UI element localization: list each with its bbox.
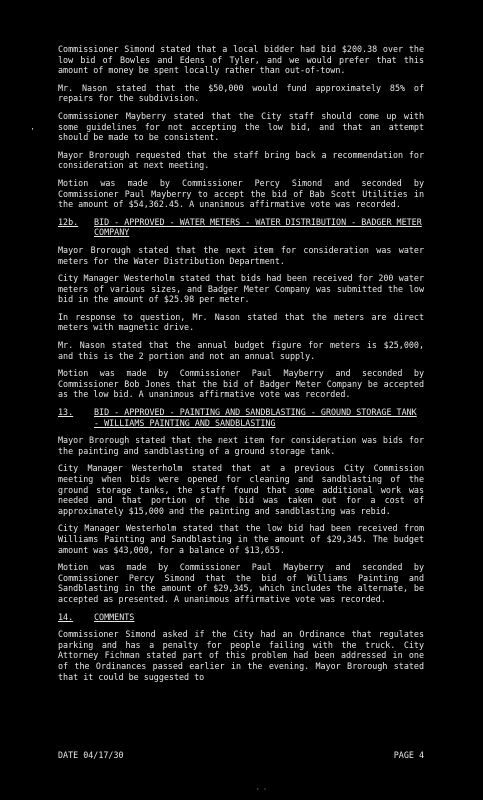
paragraph: City Manager Westerholm stated that bids had been received for 200 water meters of various sizes, and Badger Meter Company was submitted the low bid in the amount of $25.98 per meter. <box>58 273 424 305</box>
paragraph: Commissioner Simond asked if the City had an Ordinance that regulates parking and has a penalty for people failing with the truck. City Attorney Fichman stated part of this problem had been addressed in one of the Ordinances passed earlier in the evening. Mayor Brorough stated that it could be suggested to <box>58 629 424 682</box>
section-number: 14. <box>58 611 74 622</box>
section-number: 12b. <box>58 216 79 227</box>
paragraph: Mayor Brorough stated that the next item for consideration was bids for the painting and sandblasting of a ground storage tank. <box>58 435 424 456</box>
paragraph: Mayor Brorough requested that the staff bring back a recommendation for consideration at next meeting. <box>58 149 424 171</box>
paragraph: Commissioner Mayberry stated that the City staff should come up with some guidelines for not accepting the low bid, and that an attempt should be made to be consistent. <box>58 110 424 143</box>
paragraph: In response to question, Mr. Nason stated that the meters are direct meters with magnetic drive. <box>58 311 424 333</box>
section-title: BID - APPROVED - PAINTING AND SANDBLASTING - GROUND STORAGE TANK - WILLIAMS PAINTING AND SANDBLASTING <box>94 407 417 428</box>
paragraph: City Manager Westerholm stated that the low bid had been received from Williams Painting and Sandblasting in the amount of $29,345. The budget amount was $43,000, for a balance of $13,655. <box>58 523 424 555</box>
page-footer <box>58 750 424 761</box>
paragraph: City Manager Westerholm stated that at a previous City Commission meeting when bids were opened for cleaning and sandblasting of the ground storage tanks, the staff found that some additional work was needed and that portion of the bid was taken out for a cost of approximately $15,000 and the painting and sandblasting was rebid. <box>58 463 424 516</box>
section-heading-13 <box>58 407 424 428</box>
section-heading-12b <box>58 217 424 238</box>
paragraph: Mr. Nason stated that the $50,000 would fund approximately 85% of repairs for the subdivision. <box>58 82 424 104</box>
footer-page-number: PAGE 4 <box>393 750 424 760</box>
paragraph: Motion was made by Commissioner Paul Mayberry and seconded by Commissioner Bob Jones that the bid of Badger Meter Company be accepted as the low bid. A unanimous affirmative vote was recorded. <box>58 368 424 400</box>
document-page <box>58 44 424 689</box>
section-title: COMMENTS <box>94 611 135 622</box>
margin-mark: · <box>30 124 36 134</box>
paragraph: Mr. Nason stated that the annual budget figure for meters is $25,000, and this is the 2 portion and not an annual supply. <box>58 340 424 361</box>
bottom-mark: · · <box>256 786 267 793</box>
paragraph: Mayor Brorough stated that the next item for consideration was water meters for the Water Distribution Department. <box>58 244 424 266</box>
paragraph: Commissioner Simond stated that a local bidder had bid $200.38 over the low bid of Bowles and Edens of Tyler, and we would prefer that this amount of money be spent locally rather than out-of-town. <box>58 44 424 76</box>
footer-date: DATE 04/17/30 <box>58 750 124 760</box>
section-heading-14 <box>58 612 424 623</box>
paragraph: Motion was made by Commissioner Paul Mayberry and seconded by Commissioner Percy Simond that the bid of Williams Painting and Sandblasting in the amount of $29,345, which includes the alternate, be accepted as presented. A unanimous affirmative vote was recorded. <box>58 562 424 604</box>
paragraph: Motion was made by Commissioner Percy Simond and seconded by Commissioner Paul Mayberry to accept the bid of Bab Scott Utilities in the amount of $54,362.45. A unanimous affirmative vote was recorded. <box>58 177 424 210</box>
section-number: 13. <box>58 407 74 418</box>
section-title: BID - APPROVED - WATER METERS - WATER DISTRIBUTION - BADGER METER COMPANY <box>94 216 422 238</box>
